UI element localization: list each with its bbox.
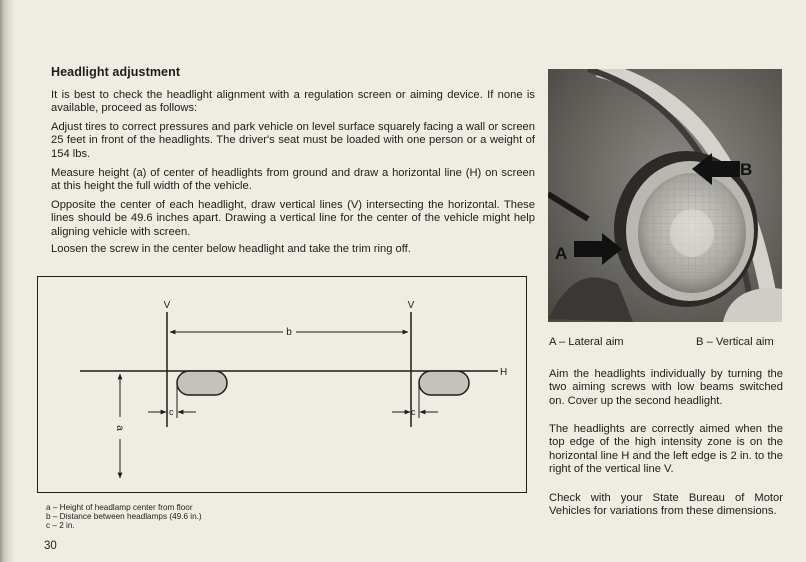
- trim-ring-paragraph: Loosen the screw in the center below headlight and take the trim ring off.: [51, 243, 411, 255]
- correct-aim-paragraph: The headlights are correctly aimed when the top edge of the high intensity zone is on the horizontal line H and the left edge is 2 in. to the right of the vertical line V.: [549, 423, 783, 475]
- label-c-left: c: [169, 407, 174, 417]
- aiming-diagram: [37, 276, 527, 493]
- label-v-left: V: [163, 300, 171, 311]
- label-v-right: V: [407, 300, 415, 311]
- headlamp-zone-right: [419, 371, 469, 395]
- aiming-diagram-svg: [38, 277, 526, 492]
- caption-lateral-aim: A – Lateral aim: [549, 336, 624, 348]
- intro-paragraph: It is best to check the headlight alignment with a regulation screen or aiming device. If none is available, proceed as follows:: [51, 89, 535, 115]
- vertical-lines-paragraph: Opposite the center of each headlight, draw vertical lines (V) intersecting the horizontal. These lines should be 49.6 inches apart. Drawing a vertical line for the center of the vehicle might help aligning vehicle with screen.: [51, 199, 535, 238]
- legend-item-c: c – 2 in.: [46, 521, 75, 530]
- page-number: 30: [44, 540, 57, 552]
- label-b: b: [286, 327, 292, 338]
- legend-item-a: a – Height of headlamp center from floor: [46, 503, 193, 512]
- caption-vertical-aim: B – Vertical aim: [696, 336, 774, 348]
- headlamp-zone-left: [177, 371, 227, 395]
- legend-item-b: b – Distance between headlamps (49.6 in.): [46, 512, 202, 521]
- aim-instructions-paragraph: Aim the headlights individually by turning the two aiming screws with low beams switched on. Cover up the second headlight.: [549, 368, 783, 407]
- photo-label-b: B: [740, 160, 753, 179]
- page-binding-edge: [0, 0, 14, 562]
- height-paragraph: Measure height (a) of center of headlights from ground and draw a horizontal line (H) on screen at this height the full width of the vehicle.: [51, 167, 535, 193]
- photo-label-a: A: [555, 244, 568, 263]
- tire-paragraph: Adjust tires to correct pressures and park vehicle on level surface squarely facing a wall or screen 25 feet in front of the headlights. The driver's seat must be loaded with one person or a weight of 154 lbs.: [51, 121, 535, 160]
- label-a: a: [114, 425, 125, 431]
- label-h: H: [500, 367, 508, 378]
- state-bureau-paragraph: Check with your State Bureau of Motor Vehicles for variations from these dimensions.: [549, 492, 783, 518]
- headlight-photo-svg: [548, 69, 782, 322]
- page-title: Headlight adjustment: [51, 65, 181, 79]
- headlight-photo: [548, 69, 782, 322]
- diagram-legend: [46, 503, 202, 530]
- label-c-right: c: [411, 407, 416, 417]
